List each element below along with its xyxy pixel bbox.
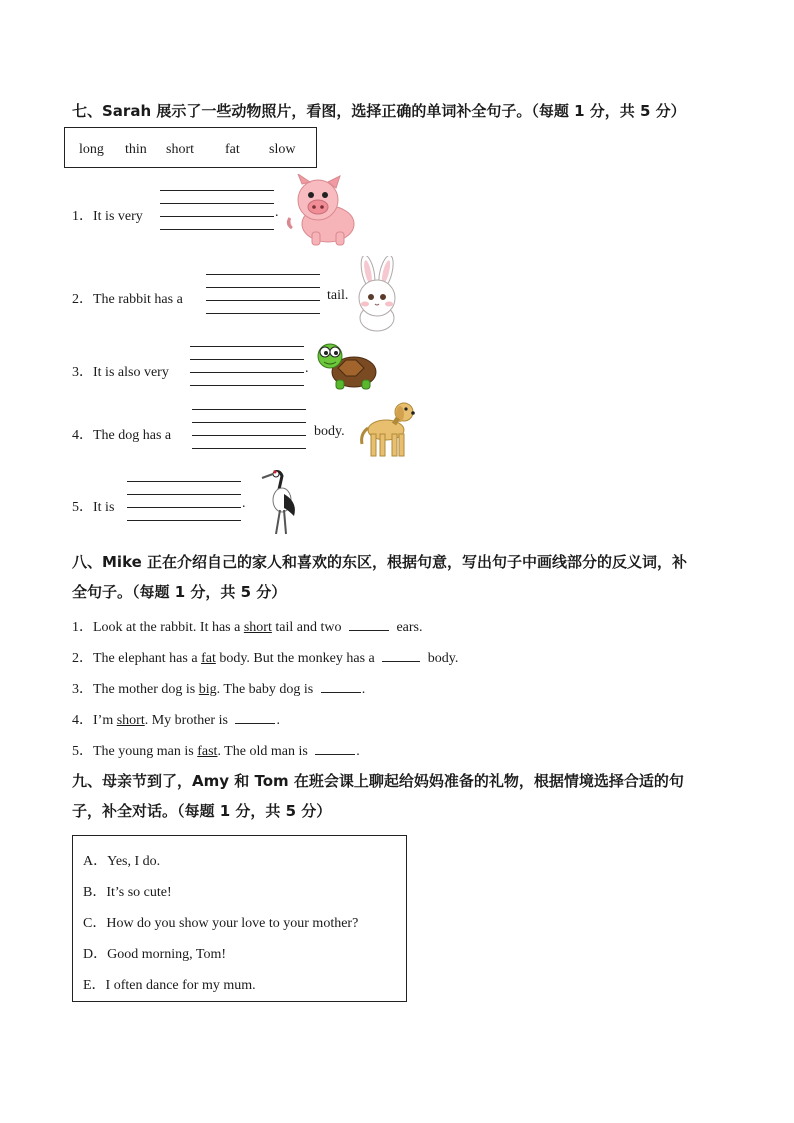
answer-line-7-2[interactable] — [206, 274, 320, 314]
question-7-4-text: 4．The dog has a — [72, 428, 172, 443]
answer-line-7-4[interactable] — [192, 409, 306, 449]
question-7-3-text: 3．It is also very — [72, 365, 169, 380]
option-e: E．I often dance for my mum. — [83, 978, 256, 993]
section9-heading-line1: 九、母亲节到了，Amy 和 Tom 在班会课上聊起给妈妈准备的礼物，根据情境选择合适的句 — [72, 772, 684, 790]
question-8-1: 1．Look at the rabbit. It has a short tail and two ears. — [72, 620, 423, 635]
answer-blank-8-4[interactable] — [235, 711, 275, 724]
dialogue-options-box — [72, 835, 407, 1002]
answer-blank-8-3[interactable] — [321, 680, 361, 693]
question-8-3: 3．The mother dog is big. The baby dog is . — [72, 682, 366, 697]
question-7-4-end: body. — [314, 424, 345, 439]
pig-icon — [284, 174, 360, 248]
question-7-5-text: 5．It is — [72, 500, 115, 515]
word-option: slow — [269, 142, 296, 157]
question-8-2: 2．The elephant has a fat body. But the monkey has a body. — [72, 651, 459, 666]
answer-blank-8-1[interactable] — [349, 618, 389, 631]
underlined-word: short — [243, 620, 272, 635]
crane-icon — [256, 468, 302, 538]
rabbit-icon — [350, 256, 404, 334]
word-bank-box — [64, 127, 317, 168]
answer-line-7-1[interactable] — [160, 190, 274, 230]
word-option: thin — [125, 142, 147, 157]
section7-heading: 七、Sarah 展示了一些动物照片，看图，选择正确的单词补全句子。（每题 1 分，共 5 分） — [72, 102, 686, 120]
option-a: A．Yes, I do. — [83, 854, 161, 869]
question-7-1-end: . — [275, 205, 279, 220]
word-option: short — [166, 142, 194, 157]
underlined-word: big — [198, 682, 217, 697]
answer-line-7-3[interactable] — [190, 346, 304, 386]
answer-blank-8-2[interactable] — [382, 649, 420, 662]
question-7-1-text: 1．It is very — [72, 209, 143, 224]
dog-icon — [358, 398, 416, 460]
question-7-3-end: . — [305, 361, 309, 376]
word-option: fat — [225, 142, 240, 157]
question-7-5-end: . — [242, 496, 246, 511]
section8-heading-line2: 全句子。（每题 1 分，共 5 分） — [72, 583, 287, 601]
turtle-icon — [316, 340, 382, 392]
question-8-4: 4．I’m short. My brother is . — [72, 713, 280, 728]
question-7-2-end: tail. — [327, 288, 349, 303]
option-d: D．Good morning, Tom! — [83, 947, 227, 962]
underlined-word: short — [116, 713, 145, 728]
answer-line-7-5[interactable] — [127, 481, 241, 521]
word-option: long — [79, 142, 104, 157]
question-7-2-text: 2．The rabbit has a — [72, 292, 183, 307]
option-c: C．How do you show your love to your mother? — [83, 916, 359, 931]
question-8-5: 5．The young man is fast. The old man is . — [72, 744, 360, 759]
option-b: B．It’s so cute! — [83, 885, 172, 900]
section8-heading-line1: 八、Mike 正在介绍自己的家人和喜欢的东区，根据句意，写出句子中画线部分的反义词，补 — [72, 553, 688, 571]
answer-blank-8-5[interactable] — [315, 742, 355, 755]
section9-heading-line2: 子，补全对话。（每题 1 分，共 5 分） — [72, 802, 332, 820]
underlined-word: fast — [197, 744, 218, 759]
underlined-word: fat — [201, 651, 216, 666]
